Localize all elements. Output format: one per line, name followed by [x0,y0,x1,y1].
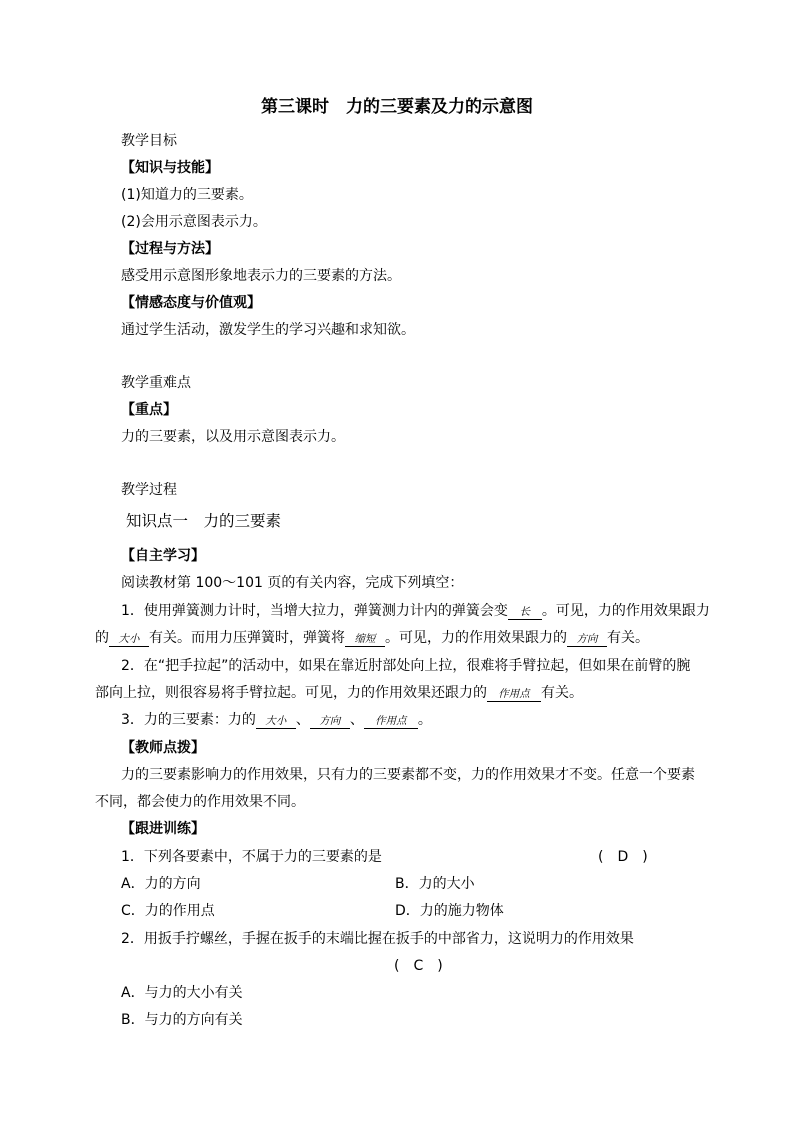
q3-blank-3: 作用点 [364,714,418,729]
question-2-line-1: 2．在“把手拉起”的活动中，如果在靠近肘部处向上拉，很难将手臂拉起，但如果在前臂的腕 [121,658,691,674]
question-1-line-1 [121,602,710,620]
key-points-text: 力的三要素，以及用示意图表示力。 [121,429,345,445]
process-method-item: 感受用示意图形象地表示力的三要素的方法。 [121,268,401,284]
practice-2-answer: ( C ) [394,958,443,974]
practice-1-option-a: A．力的方向 [121,876,201,892]
question-2-line-2 [95,684,583,702]
key-points-heading: 教学重难点 [121,375,191,391]
practice-2-question: 2．用扳手拧螺丝，手握在扳手的末端比握在扳手的中部省力，这说明力的作用效果 [121,931,634,947]
practice-1-option-c: C．力的作用点 [121,903,215,919]
knowledge-item-2: (2)会用示意图表示力。 [121,214,267,230]
teacher-tips-line-1: 力的三要素影响力的作用效果，只有力的三要素都不变，力的作用效果才不变。任意一个要素 [121,767,695,783]
key-points-sub-heading: 【重点】 [121,402,177,418]
q1-blank-2: 大小 [109,632,149,647]
practice-2-option-a: A．与力的大小有关 [121,985,243,1001]
emotion-heading: 【情感态度与价值观】 [121,295,261,311]
q1-blank-1: 长 [508,605,542,620]
knowledge-point-heading: 知识点一 力的三要素 [126,512,282,530]
q3-end: 。 [417,712,432,728]
practice-2-option-b: B．与力的方向有关 [121,1012,243,1028]
self-study-intro: 阅读教材第 100～101 页的有关内容，完成下列填空： [121,575,464,591]
q2-text-b: 部向上拉，则很容易将手臂拉起。可见，力的作用效果还跟力的 [95,685,487,701]
question-3-line [121,711,432,729]
practice-1-answer: ( D ) [598,849,648,865]
q2-text-c: 有关。 [541,685,583,701]
knowledge-item-1: (1)知道力的三要素。 [121,187,253,203]
emotion-item: 通过学生活动，激发学生的学习兴趣和求知欲。 [121,322,415,338]
question-1-line-2 [95,629,649,647]
self-study-heading: 【自主学习】 [121,548,205,564]
q3-sep-2: 、 [349,712,364,728]
process-method-heading: 【过程与方法】 [121,241,219,257]
practice-1-option-d: D．力的施力物体 [395,903,504,919]
q1-blank-3: 缩短 [345,632,385,647]
page-title: 第三课时 力的三要素及力的示意图 [261,97,533,117]
objectives-heading: 教学目标 [121,133,177,149]
q1-text-f: 。可见，力的作用效果跟力的 [385,630,567,646]
practice-1-question: 1．下列各要素中，不属于力的三要素的是 [121,849,382,865]
practice-1-option-b: B．力的大小 [395,876,475,892]
teaching-process-heading: 教学过程 [121,482,177,498]
q1-text-d: 的 [95,630,109,646]
q1-text-e: 有关。而用力压弹簧时，弹簧将 [149,630,345,646]
q3-blank-2: 方向 [310,714,350,729]
q3-text-a: 3．力的三要素：力的 [121,712,256,728]
q3-blank-1: 大小 [256,714,296,729]
q1-text-a: 1．使用弹簧测力计时，当增大拉力，弹簧测力计内的弹簧会变 [121,603,508,619]
teacher-tips-line-2: 不同，都会使力的作用效果不同。 [95,794,305,810]
q1-text-c: 。可见，力的作用效果跟力 [541,603,710,619]
q2-blank: 作用点 [487,687,541,702]
q1-blank-4: 方向 [567,632,607,647]
q1-text-g: 有关。 [607,630,649,646]
practice-heading: 【跟进训练】 [121,821,205,837]
knowledge-heading: 【知识与技能】 [121,160,219,176]
teacher-tips-heading: 【教师点拨】 [121,740,205,756]
q3-sep-1: 、 [295,712,310,728]
